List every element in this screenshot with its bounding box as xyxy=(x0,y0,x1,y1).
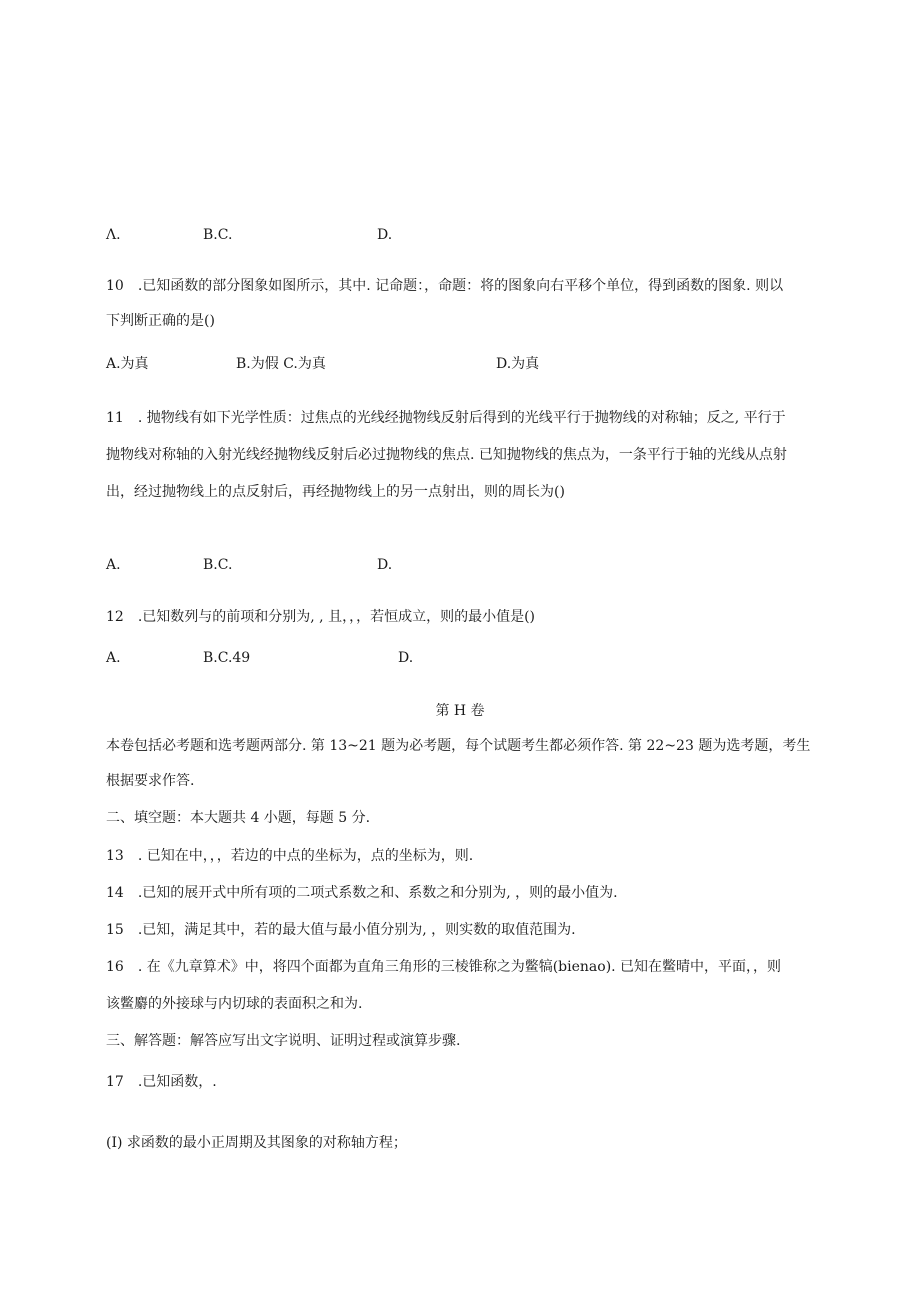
q11-option-a: A. xyxy=(106,557,121,573)
q12-text-line1: 12 .已知数列与的前项和分别为, , 且，，，若恒成立，则的最小值是() xyxy=(106,609,535,625)
q10-text-line2: 下判断正确的是() xyxy=(106,313,215,329)
q13-text: 13 . 已知在中，，，若边的中点的坐标为，点的坐标为，则. xyxy=(106,848,474,864)
q14-text: 14 .已知的展开式中所有项的二项式系数之和、系数之和分别为, ，则的最小值为. xyxy=(106,885,618,901)
q10-option-d: D.为真 xyxy=(496,356,540,372)
q17-text-line1: 17 .已知函数，. xyxy=(106,1074,217,1090)
q15-text: 15 .已知，满足其中，若的最大值与最小值分别为, ，则实数的取值范围为. xyxy=(106,922,576,938)
q11-text-line1: 11 . 抛物线有如下光学性质：过焦点的光线经抛物线反射后得到的光线平行于抛物线的对称轴；反之, 平行于 xyxy=(106,410,786,426)
q11-text-line3: 出，经过抛物线上的点反射后，再经抛物线上的另一点射出，则的周长为() xyxy=(106,484,565,500)
q17-part1: (I) 求函数的最小正周期及其图象的对称轴方程； xyxy=(106,1135,407,1151)
part2-title: 第 H 卷 xyxy=(435,703,485,719)
q9-option-bc: B.C. xyxy=(203,227,233,243)
q10-option-a: A.为真 xyxy=(106,356,149,372)
q10-text-line1: 10 .已知函数的部分图象如图所示，其中. 记命题：，命题：将的图象向右平移个单位，得到函数的图象. 则以 xyxy=(106,278,784,294)
q9-option-a: Λ. xyxy=(106,227,121,243)
q9-option-d: D. xyxy=(377,227,393,243)
part2-intro-line2: 根据要求作答. xyxy=(106,773,195,789)
q16-text-line2: 该鳖麝的外接球与内切球的表面积之和为. xyxy=(106,996,363,1012)
q11-text-line2: 抛物线对称轴的入射光线经抛物线反射后必过抛物线的焦点. 已知抛物线的焦点为，一条平行于轴的光线从点射 xyxy=(106,447,787,463)
section3-heading: 三、解答题：解答应写出文字说明、证明过程或演算步骤. xyxy=(106,1033,461,1049)
q12-option-a: A. xyxy=(106,650,121,666)
q10-option-bc: B.为假 C.为真 xyxy=(236,356,326,372)
part2-intro-line1: 本卷包括必考题和选考题两部分. 第 13~21 题为必考题，每个试题考生都必须作答. 第 22~23 题为选考题，考生 xyxy=(106,738,811,754)
q12-option-bc: B.C.49 xyxy=(203,650,251,666)
q11-option-bc: B.C. xyxy=(203,557,233,573)
q16-text-line1: 16 . 在《九章算术》中，将四个面都为直角三角形的三棱锥称之为鳖犒(bienao). 已知在鳖晴中，平面，，则 xyxy=(106,959,782,975)
q11-option-d: D. xyxy=(377,557,393,573)
section2-heading: 二、填空题：本大题共 4 小题，每题 5 分. xyxy=(106,810,371,826)
q12-option-d: D. xyxy=(398,650,414,666)
